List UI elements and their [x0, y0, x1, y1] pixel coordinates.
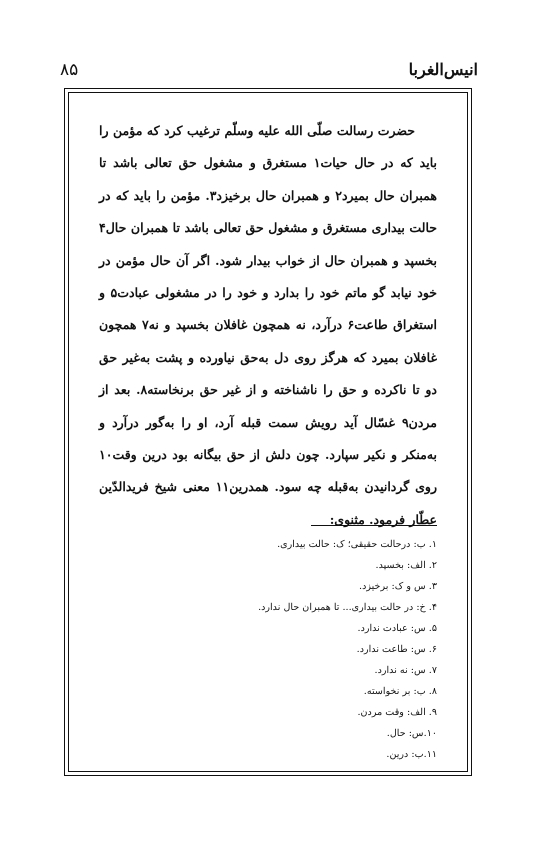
footnote: ۶. س: طاعت ندارد. — [356, 644, 437, 655]
text-line: باید که در حال حیات۱ مستغرق و مشغول حق تعالی باشد تا — [99, 155, 438, 171]
text-line: غافلان بمیرد که هرگز روی دل به‌حق نیاورده و پشت به‌غیر حق — [99, 349, 437, 365]
footnote: ۱۰.س: حال. — [386, 728, 437, 739]
footnote: ۲. الف: بخسپد. — [375, 560, 437, 571]
footnote: ۱. ب: درحالت حقیقی؛ ک: حالت بیداری. — [277, 539, 437, 550]
text-line: به‌منکر و نکیر سپارد. چون دلش از حق بیگانه بود درین وقت۱۰ — [99, 447, 437, 463]
text-line: بخسپد و همبران حال از خواب بیدار شود. اگر آن حال مؤمن در — [99, 252, 437, 268]
footnote: ۳. س و ک: برخیزد. — [359, 581, 437, 592]
page-frame-inner — [68, 92, 468, 772]
text-line: استغراق طاعت۶ درآرد، نه همچون غافلان بخسپد و نه۷ همچون — [99, 317, 437, 333]
text-line: خود نیابد گو ماتم خود را بدارد و خود را در مشغولی عبادت۵ و — [99, 285, 438, 301]
text-line: دو تا ناکرده و حق را ناشناخته و از غیر حق برنخاسته۸. بعد از — [99, 382, 437, 398]
running-title: انیس‌الغربا — [408, 60, 478, 79]
footnote: ۵. س: عبادت ندارد. — [357, 623, 437, 634]
footnote: ۹. الف: وقت مردن. — [357, 707, 437, 718]
text-line: حالت بیداری مستغرق و مشغول حق تعالی باشد تا همبران حال۴ — [99, 220, 437, 236]
page-header — [60, 58, 478, 84]
footnote: ۱۱.ب: درین. — [386, 749, 437, 760]
footnote-separator — [311, 525, 437, 526]
page-number: ۸۵ — [60, 60, 79, 80]
page-frame — [64, 88, 472, 776]
text-line: مردن۹ غسّال آید رویش سمت قبله آرد، او را به‌گور درآرد و — [99, 414, 437, 430]
text-line: عطّار فرمود. مثنوی: — [329, 511, 437, 527]
footnote: ۴. خ: در حالت بیداری... تا همبران حال ندارد. — [258, 602, 437, 613]
main-text — [99, 115, 437, 536]
text-line: حضرت رسالت صلّی الله علیه وسلّم ترغیب کرد که مؤمن را — [99, 123, 415, 138]
text-line: همبران حال بمیرد۲ و همبران حال برخیزد۳. مؤمن را باید که در — [99, 187, 437, 203]
footnote: ۸. ب: بر نخواسته. — [363, 686, 437, 697]
footnotes — [99, 534, 437, 765]
text-line: روی گردانیدن به‌قبله چه سود. همدرین۱۱ معنی شیخ فریدالدّین — [99, 479, 437, 495]
footnote: ۷. س: نه ندارد. — [374, 665, 437, 676]
